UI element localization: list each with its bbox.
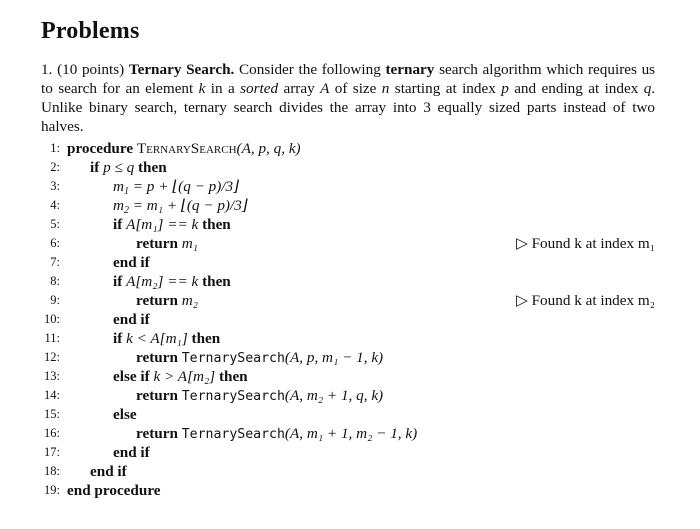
line-number: 15: <box>44 407 60 421</box>
math: = m₁ + ⌊(q − p)/3⌋ <box>128 197 248 214</box>
math: m₁ <box>181 235 198 252</box>
keyword: if <box>113 273 123 290</box>
algo-line <box>0 139 700 158</box>
problem-points: (10 points) <box>57 61 125 78</box>
algo-line <box>0 405 700 424</box>
statement-text: starting at index <box>394 80 496 97</box>
math: k < A[m₁] <box>126 330 188 347</box>
function-call: TernarySearch <box>181 427 285 442</box>
line-number: 5: <box>50 217 60 231</box>
algo-line <box>0 367 700 386</box>
var-q: q <box>643 80 652 97</box>
line-number: 2: <box>50 160 60 174</box>
math: (A, p, m₁ − 1, k) <box>284 349 384 366</box>
statement-text: of size <box>334 80 377 97</box>
keyword: then <box>202 216 231 233</box>
keyword: return <box>136 387 178 404</box>
algo-line <box>0 215 700 234</box>
algo-line <box>0 234 700 253</box>
var-n: n <box>381 80 390 97</box>
keyword: procedure <box>67 140 134 157</box>
keyword: end if <box>113 254 150 271</box>
math: (A, p, q, k) <box>236 140 301 157</box>
keyword: else if <box>113 368 150 385</box>
line-number: 8: <box>50 274 60 288</box>
math: m₂ <box>181 292 198 309</box>
keyword: then <box>191 330 221 347</box>
math: A[m₂] == k <box>126 273 199 290</box>
line-number: 1: <box>50 141 60 155</box>
problem-number: 1. <box>41 61 53 78</box>
statement-text: and ending at index <box>514 80 639 97</box>
algo-line <box>0 481 700 500</box>
algo-line <box>0 196 700 215</box>
var-p: p <box>501 80 509 97</box>
line-number: 14: <box>44 388 60 402</box>
line-number: 16: <box>44 426 60 440</box>
procedure-name: TernarySearch <box>136 140 237 157</box>
keyword: then <box>138 159 167 176</box>
algo-line <box>0 272 700 291</box>
statement-text: in a <box>210 80 235 97</box>
keyword: return <box>136 425 178 442</box>
line-number: 12: <box>44 350 60 364</box>
function-call: TernarySearch <box>181 389 285 404</box>
line-number: 9: <box>50 293 60 307</box>
keyword: return <box>136 235 178 252</box>
keyword: else <box>113 406 137 423</box>
algo-comment: ▷ Found k at index m₁ <box>516 235 655 252</box>
statement-sorted: sorted <box>240 80 279 97</box>
math: (A, m₂ + 1, q, k) <box>284 387 384 404</box>
statement-text: search algorithm which requires us to search for an element <box>41 61 656 97</box>
line-number: 13: <box>44 369 60 383</box>
math: k > A[m₂] <box>153 368 216 385</box>
line-number: 11: <box>44 331 60 345</box>
keyword: end if <box>113 311 150 328</box>
keyword: return <box>136 292 178 309</box>
statement-text: Consider the following <box>239 61 381 78</box>
line-number: 18: <box>44 464 60 478</box>
keyword: then <box>218 368 248 385</box>
subscript: 2 <box>123 205 129 216</box>
line-number: 10: <box>44 312 60 326</box>
math: (A, m₁ + 1, m₂ − 1, k) <box>284 425 418 442</box>
keyword: return <box>136 349 178 366</box>
algo-line <box>0 158 700 177</box>
algo-line <box>0 177 700 196</box>
line-number: 17: <box>44 445 60 459</box>
algo-line <box>0 348 700 367</box>
line-number: 4: <box>50 198 60 212</box>
algo-line <box>0 462 700 481</box>
math: = p + ⌊(q − p)/3⌋ <box>128 178 240 195</box>
line-number: 3: <box>50 179 60 193</box>
statement-text: array <box>283 80 315 97</box>
algo-comment: ▷ Found k at index m₂ <box>516 292 655 309</box>
problem-name: Ternary Search. <box>128 61 235 78</box>
keyword: then <box>202 273 231 290</box>
statement-text: . Unlike binary search, ternary search divides the array into 3 equally sized parts instead of two halves. <box>41 80 656 135</box>
statement-ternary: ternary <box>385 61 435 78</box>
keyword: end procedure <box>67 482 161 499</box>
algo-line <box>0 291 700 310</box>
math: m <box>113 197 124 214</box>
algo-line <box>0 253 700 272</box>
keyword: if <box>113 330 123 347</box>
line-number: 6: <box>50 236 60 250</box>
algo-line <box>0 386 700 405</box>
line-number: 7: <box>50 255 60 269</box>
math: A[m₁] == k <box>126 216 199 233</box>
keyword: end if <box>113 444 150 461</box>
keyword: end if <box>90 463 127 480</box>
math: p ≤ q <box>103 159 135 176</box>
var-k: k <box>198 80 206 97</box>
algo-line <box>0 424 700 443</box>
algo-line <box>0 310 700 329</box>
page-title: Problems <box>41 18 140 44</box>
function-call: TernarySearch <box>181 351 285 366</box>
line-number: 19: <box>44 483 60 497</box>
keyword: if <box>90 159 100 176</box>
subscript: 1 <box>123 186 129 197</box>
keyword: if <box>113 216 123 233</box>
math: m <box>113 178 124 195</box>
algo-line <box>0 329 700 348</box>
problem-statement <box>41 60 655 136</box>
algo-line <box>0 443 700 462</box>
var-A: A <box>320 80 330 97</box>
